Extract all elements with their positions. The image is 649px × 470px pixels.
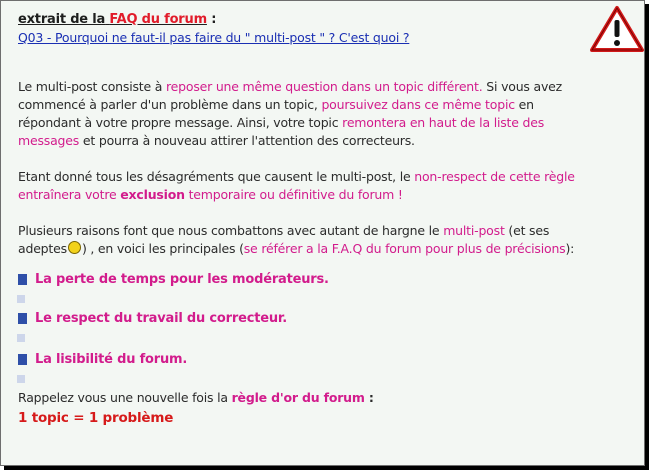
golden-rule-label: règle d'or du forum — [231, 390, 365, 405]
text: Plusieurs raisons font que nous combattons avec autant de hargne le — [18, 223, 444, 238]
list-item — [18, 272, 598, 287]
faq-header — [18, 11, 598, 29]
exclusion-text: exclusion — [120, 187, 185, 202]
paragraph-reasons — [18, 222, 598, 258]
highlight-text: reposer une même question dans un topic différent. — [165, 79, 483, 94]
blue-square-bullet-icon — [18, 354, 27, 365]
highlight-text: multi-post — [443, 223, 505, 238]
faq-link[interactable]: FAQ du forum — [109, 12, 207, 27]
blue-square-bullet-icon — [18, 313, 27, 324]
text: (et ses adeptes — [18, 223, 550, 256]
faq-content — [18, 11, 598, 427]
faded-bullet-icon — [17, 334, 25, 342]
text: Le multi-post consiste à — [18, 79, 166, 94]
list-item-label: La perte de temps pour les modérateurs. — [35, 272, 329, 287]
list-item — [18, 352, 598, 367]
text: Etant donné tous les désagréments que causent le multi-post, le — [18, 169, 415, 184]
list-item — [18, 311, 598, 326]
closing-line — [18, 389, 598, 407]
highlight-text: se référer a la F.A.Q du forum pour plus de précisions — [243, 241, 566, 256]
paragraph-multipost-definition — [18, 78, 598, 150]
warning-triangle-icon — [590, 5, 644, 53]
faded-bullet-icon — [17, 375, 25, 383]
highlight-text: temporaire ou définitive du forum ! — [184, 187, 403, 202]
highlight-text: remontera en haut de la liste des messages — [18, 115, 545, 148]
question-link[interactable]: Q03 - Pourquoi ne faut-il pas faire du " multi-post " ? C'est quoi ? — [18, 30, 410, 45]
text: Si vous avez commencé à parler d'un problème dans un topic, — [18, 79, 563, 112]
header-prefix: extrait de la — [18, 12, 106, 27]
text: : — [364, 390, 374, 405]
text: Rappelez vous une nouvelle fois la — [18, 390, 232, 405]
highlight-text: poursuivez dans ce même topic — [321, 97, 515, 112]
blue-square-bullet-icon — [18, 274, 27, 285]
highlight-text: non-respect de cette règle entraînera votre — [18, 169, 575, 202]
golden-rule: 1 topic = 1 problème — [18, 410, 174, 426]
text: en répondant à votre propre message. Ainsi, votre topic — [18, 97, 534, 130]
list-item-label: Le respect du travail du correcteur. — [35, 311, 287, 326]
reasons-list — [18, 272, 598, 383]
faded-bullet-icon — [17, 295, 25, 303]
smiley-icon — [68, 241, 81, 254]
text: ) , en voici les principales ( — [81, 241, 244, 256]
list-item-label: La lisibilité du forum. — [35, 352, 188, 367]
header-suffix: : — [206, 12, 217, 27]
text: et pourra à nouveau attirer l'attention des correcteurs. — [79, 133, 415, 148]
text: ): — [565, 241, 575, 256]
paragraph-sanction — [18, 168, 598, 204]
